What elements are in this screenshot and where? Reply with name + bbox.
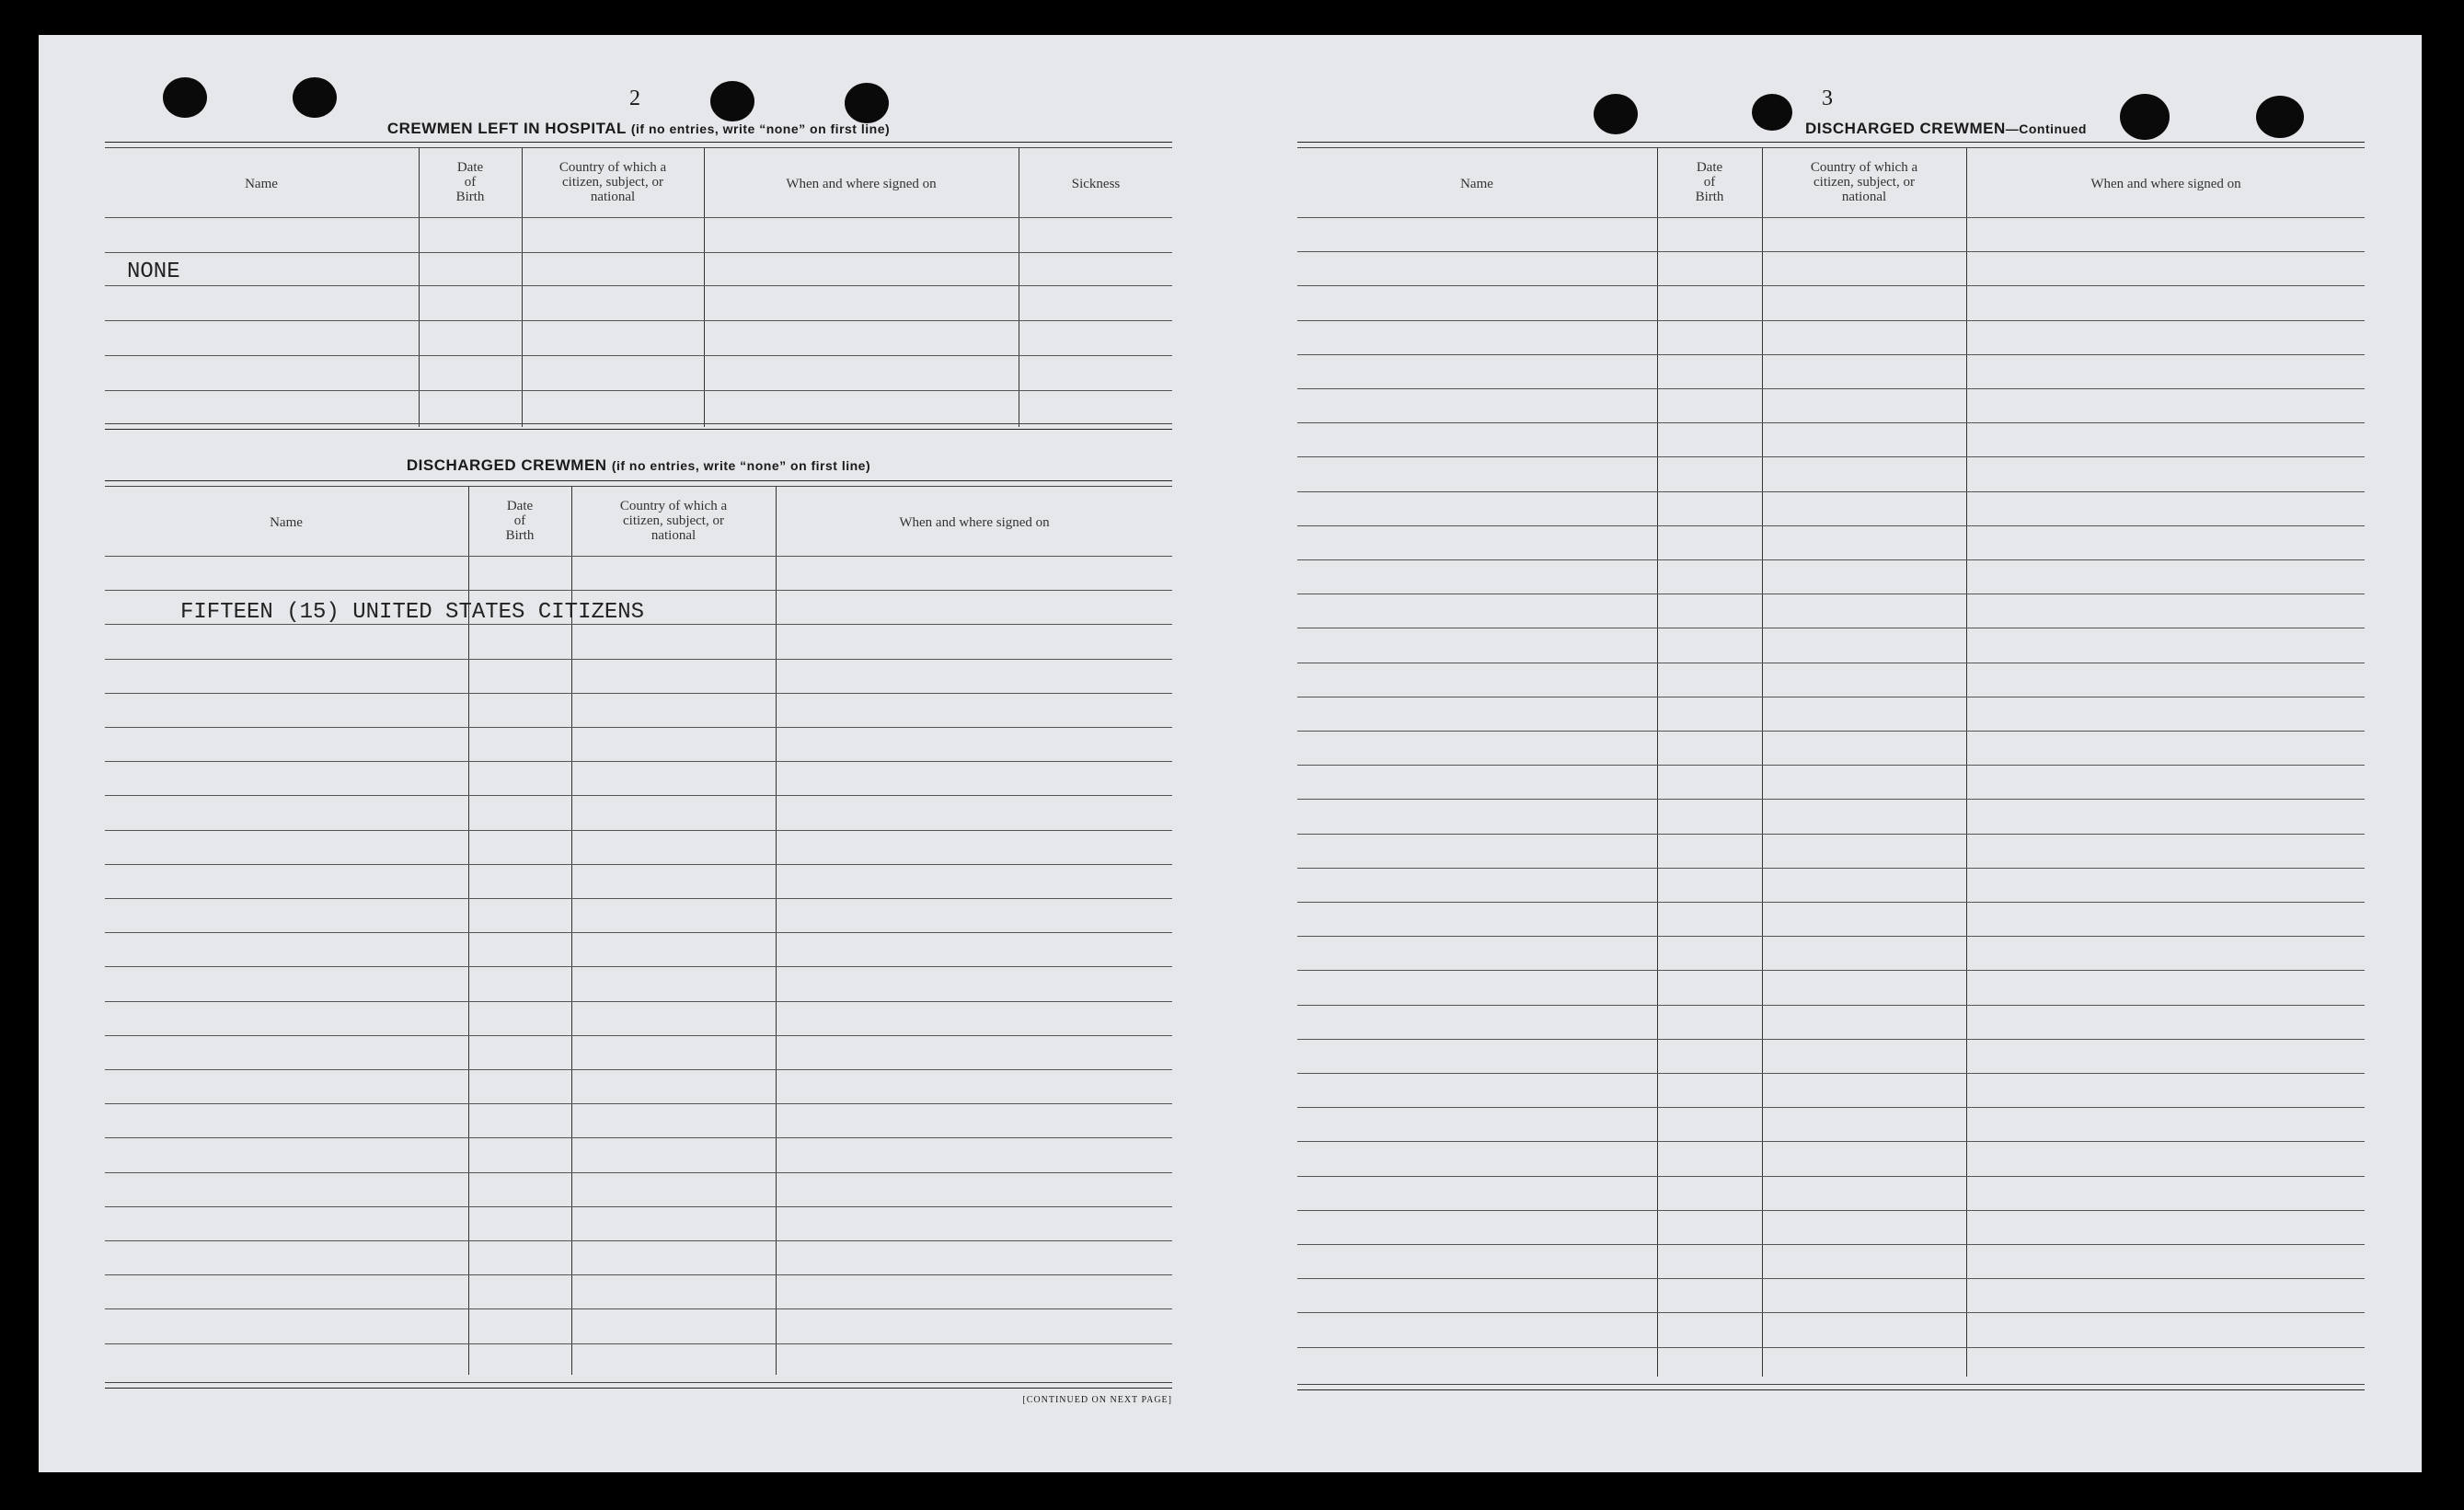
- column-header-dob: Date of Birth: [505, 499, 535, 543]
- table-border: [105, 429, 1172, 430]
- row-line: [1297, 1107, 2365, 1108]
- row-line: [1297, 765, 2365, 766]
- column-header: [572, 499, 775, 543]
- row-line: [1297, 251, 2365, 252]
- column-divider: [704, 147, 705, 427]
- row-line: [1297, 1005, 2365, 1006]
- row-line: [1297, 1312, 2365, 1313]
- table-border: [105, 480, 1172, 481]
- row-line: [105, 761, 1172, 762]
- table-border: [1297, 147, 2365, 148]
- row-line: [1297, 456, 2365, 457]
- row-line: [1297, 1073, 2365, 1074]
- row-line: [1297, 970, 2365, 971]
- table-border: [1297, 1389, 2365, 1390]
- column-header-signed-on: When and where signed on: [786, 177, 937, 191]
- column-divider: [1657, 147, 1658, 1377]
- column-divider: [522, 147, 523, 427]
- document-sheet: [39, 35, 2422, 1472]
- row-line: [1297, 936, 2365, 937]
- row-line: [105, 693, 1172, 694]
- column-header: [705, 177, 1018, 191]
- row-line: [1297, 1176, 2365, 1177]
- row-line: [1297, 525, 2365, 526]
- continued-note: [CONTINUED ON NEXT PAGE]: [1022, 1395, 1172, 1405]
- column-header-dob: Date of Birth: [455, 160, 485, 204]
- row-line: [1297, 1141, 2365, 1142]
- row-line: [1297, 731, 2365, 732]
- row-line: [105, 898, 1172, 899]
- row-line: [105, 1035, 1172, 1036]
- table-border: [105, 486, 1172, 487]
- row-line: [1297, 422, 2365, 423]
- table-border: [1297, 142, 2365, 143]
- column-divider: [419, 147, 420, 427]
- row-line: [105, 830, 1172, 831]
- right-page: [1297, 35, 2365, 1472]
- row-line: [105, 864, 1172, 865]
- row-line: [1297, 320, 2365, 321]
- row-line: [1297, 902, 2365, 903]
- column-header: [1297, 177, 1656, 191]
- column-header-country: Country of which a citizen, subject, or national: [1810, 160, 1918, 204]
- row-line: [105, 1103, 1172, 1104]
- row-line: [105, 590, 1172, 591]
- table-border: [1297, 1384, 2365, 1385]
- typed-entry: NONE: [127, 259, 180, 284]
- row-line: [105, 659, 1172, 660]
- row-line: [1297, 354, 2365, 355]
- row-line: [105, 355, 1172, 356]
- column-header-name: Name: [245, 177, 278, 191]
- row-line: [105, 966, 1172, 967]
- row-line: [105, 1206, 1172, 1207]
- section-title-text: DISCHARGED CREWMEN: [1805, 120, 2006, 137]
- row-line: [1297, 388, 2365, 389]
- column-divider: [776, 486, 777, 1375]
- row-line: [105, 1137, 1172, 1138]
- column-header-name: Name: [1460, 177, 1493, 191]
- row-line: [105, 285, 1172, 286]
- row-line: [105, 1001, 1172, 1002]
- table-border: [105, 142, 1172, 143]
- column-header: [105, 177, 418, 191]
- row-line: [105, 217, 1172, 218]
- row-line: [1297, 799, 2365, 800]
- row-line: [105, 390, 1172, 391]
- typed-entry: FIFTEEN (15) UNITED STATES CITIZENS: [180, 600, 645, 625]
- row-line: [1297, 285, 2365, 286]
- discharged-table: [105, 480, 1172, 1400]
- column-header: [1967, 177, 2365, 191]
- section-title-suffix: —Continued: [2005, 121, 2087, 136]
- column-header-sickness: Sickness: [1071, 177, 1121, 191]
- section-title: [1527, 120, 2365, 138]
- column-header-signed-on: When and where signed on: [899, 515, 1050, 530]
- section-title: [105, 120, 1172, 138]
- row-line: [1297, 1278, 2365, 1279]
- column-header: [105, 515, 467, 530]
- section-subtitle: (if no entries, write “none” on first line): [630, 121, 891, 136]
- column-header: [777, 515, 1172, 530]
- row-line: [105, 795, 1172, 796]
- column-header: [523, 160, 703, 204]
- section-title-text: CREWMEN LEFT IN HOSPITAL: [386, 120, 627, 137]
- row-line: [1297, 559, 2365, 560]
- row-line: [1297, 1210, 2365, 1211]
- column-header-dob: Date of Birth: [1695, 160, 1724, 204]
- column-header-signed-on: When and where signed on: [2090, 177, 2241, 191]
- column-header: [469, 499, 570, 543]
- row-line: [1297, 834, 2365, 835]
- row-line: [105, 932, 1172, 933]
- column-header: [1019, 177, 1172, 191]
- column-header: [420, 160, 521, 204]
- row-line: [105, 252, 1172, 253]
- column-header: [1763, 160, 1965, 204]
- row-line: [105, 727, 1172, 728]
- column-divider: [1966, 147, 1967, 1377]
- table-border: [105, 1382, 1172, 1383]
- row-line: [105, 556, 1172, 557]
- column-header: [1658, 160, 1761, 204]
- row-line: [105, 1240, 1172, 1241]
- row-line: [105, 1343, 1172, 1344]
- column-divider: [1762, 147, 1763, 1377]
- table-border: [105, 423, 1172, 424]
- row-line: [1297, 217, 2365, 218]
- left-page: [105, 35, 1172, 1472]
- row-line: [1297, 491, 2365, 492]
- row-line: [1297, 1244, 2365, 1245]
- page-number: 3: [1822, 86, 1833, 110]
- table-border: [105, 1388, 1172, 1389]
- row-line: [1297, 1347, 2365, 1348]
- discharged-continued-table: [1297, 142, 2365, 1412]
- column-header-country: Country of which a citizen, subject, or national: [558, 160, 667, 204]
- row-line: [1297, 868, 2365, 869]
- page-number: 2: [629, 86, 640, 110]
- hospital-table: [105, 142, 1172, 466]
- row-line: [105, 1172, 1172, 1173]
- section-title-text: DISCHARGED CREWMEN: [406, 456, 607, 474]
- column-header-country: Country of which a citizen, subject, or national: [619, 499, 728, 543]
- row-line: [1297, 1039, 2365, 1040]
- section-title: [105, 456, 1172, 475]
- table-border: [105, 147, 1172, 148]
- row-line: [105, 320, 1172, 321]
- section-subtitle: (if no entries, write “none” on first line): [611, 458, 871, 473]
- row-line: [105, 1308, 1172, 1309]
- row-line: [105, 1069, 1172, 1070]
- row-line: [105, 1274, 1172, 1275]
- column-header-name: Name: [270, 515, 303, 530]
